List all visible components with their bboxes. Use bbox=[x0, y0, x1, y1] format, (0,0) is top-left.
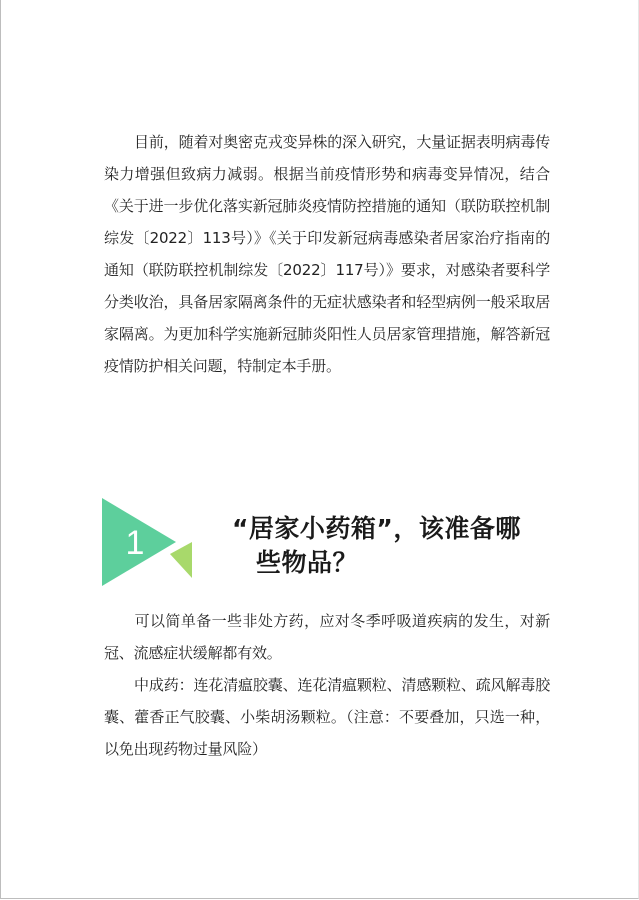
intro-paragraph bbox=[104, 126, 550, 382]
intro-text: 目前，随着对奥密克戎变异株的深入研究，大量证据表明病毒传染力增强但致病力减弱。根据当前疫情形势和病毒变异情况，结合《关于进一步优化落实新冠肺炎疫情防控措施的通知（联防联控机制综发〔2022〕113号）》《关于印发新冠病毒感染者居家治疗指南的通知（联防联控机制综发〔2022〕117号）》要求，对感染者要科学分类收治，具备居家隔离条件的无症状感染者和轻型病例一般采取居家隔离。为更加科学实施新冠肺炎阳性人员居家管理措施，解答新冠疫情防护相关问题，特制定本手册。 bbox=[104, 133, 550, 375]
section-paragraph-2-text: 中成药：连花清瘟胶囊、连花清瘟颗粒、清感颗粒、疏风解毒胶囊、藿香正气胶囊、小柴胡汤颗粒。（注意：不要叠加，只选一种，以免出现药物过量风险） bbox=[104, 676, 550, 758]
section-body bbox=[104, 605, 550, 765]
section-paragraph-2 bbox=[104, 669, 550, 765]
section-number-badge bbox=[102, 498, 194, 588]
section-paragraph-1-text: 可以简单备一些非处方药，应对冬季呼吸道疾病的发生，对新冠、流感症状缓解都有效。 bbox=[104, 612, 550, 662]
badge-accent-triangle bbox=[170, 542, 192, 578]
section-heading-line1: “居家小药箱”，该准备哪 bbox=[232, 514, 521, 543]
section-heading-line2: 些物品？ bbox=[256, 548, 359, 577]
section-paragraph-1 bbox=[104, 605, 550, 669]
section-number: 1 bbox=[125, 524, 145, 562]
section-heading bbox=[232, 512, 562, 580]
